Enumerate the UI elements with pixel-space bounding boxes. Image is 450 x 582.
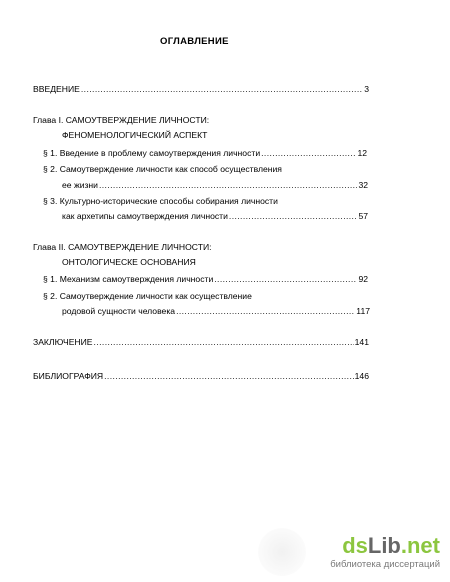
toc-entry-ch2-s2[interactable] (62, 306, 370, 316)
toc-page-number: 12 (357, 148, 367, 158)
toc-entry-title: родовой сущности человека (62, 306, 176, 316)
toc-entry-title: ВВЕДЕНИЕ (33, 84, 80, 94)
dot-leader (81, 84, 363, 94)
toc-entry-bibliography[interactable] (33, 371, 369, 381)
toc-entry-title: ее жизни (62, 180, 98, 190)
toc-page-number: 32 (358, 180, 368, 190)
toc-entry-ch1-s1[interactable] (43, 148, 367, 158)
dot-leader (94, 337, 354, 347)
toc-page-number: 3 (364, 84, 369, 94)
toc-entry-title: ЗАКЛЮЧЕНИЕ (33, 337, 93, 347)
toc-entry-ch2-s2-line1[interactable]: § 2. Самоутверждение личности как осуществление (43, 291, 252, 301)
dot-leader (104, 371, 354, 381)
toc-entry-ch1-s3[interactable] (62, 211, 368, 221)
toc-entry-intro[interactable] (33, 84, 369, 94)
page-title: ОГЛАВЛЕНИЕ (160, 36, 229, 47)
chapter-2-title[interactable]: Глава II. САМОУТВЕРЖДЕНИЕ ЛИЧНОСТИ: (33, 242, 212, 252)
toc-entry-title: как архетипы самоутверждения личности (62, 211, 228, 221)
chapter-1-title[interactable]: Глава I. САМОУТВЕРЖДЕНИЕ ЛИЧНОСТИ: (33, 115, 210, 125)
toc-entry-title: § 1. Введение в проблему самоутверждения личности (43, 148, 261, 158)
dot-leader (214, 274, 357, 284)
toc-page-number: 57 (358, 211, 368, 221)
toc-entry-title: § 1. Механизм самоутверждения личности (43, 274, 214, 284)
dot-leader (99, 180, 357, 190)
toc-page-number: 141 (354, 337, 369, 347)
toc-entry-conclusion[interactable] (33, 337, 369, 347)
toc-entry-title: БИБЛИОГРАФИЯ (33, 371, 104, 381)
toc-page-number: 117 (356, 306, 370, 316)
toc-page-number: 146 (354, 371, 369, 381)
watermark-logo: dsLib.net (342, 533, 440, 558)
chapter-1-subtitle: ФЕНОМЕНОЛОГИЧЕСКИЙ АСПЕКТ (62, 130, 208, 140)
watermark[interactable] (288, 534, 444, 574)
toc-entry-ch2-s1[interactable] (43, 274, 368, 284)
dot-leader (176, 306, 355, 316)
dot-leader (229, 211, 358, 221)
watermark-tagline: библиотека диссертаций (330, 559, 440, 570)
toc-entry-ch1-s2[interactable] (62, 180, 368, 190)
toc-page-number: 92 (358, 274, 368, 284)
chapter-2-subtitle: ОНТОЛОГИЧЕСКЕ ОСНОВАНИЯ (62, 257, 196, 267)
toc-entry-ch1-s2-line1[interactable]: § 2. Самоутверждение личности как способ осуществления (43, 164, 282, 174)
toc-entry-ch1-s3-line1[interactable]: § 3. Культурно-исторические способы собирания личности (43, 196, 278, 206)
dot-leader (261, 148, 356, 158)
